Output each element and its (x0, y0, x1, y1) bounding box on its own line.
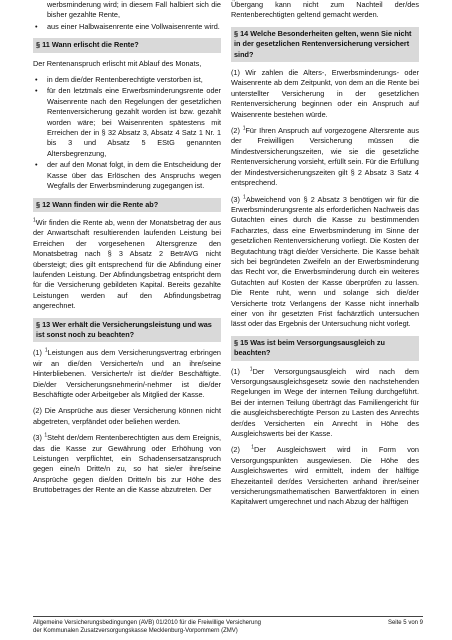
paragraph-text: Der Versorgungsausgleich wird nach dem Versorgungsausgleichsgesetz sowie den nachstehenden Regelungen im Wege der internen Teilung durchgeführt. Bei der internen Teilung überträgt das Familiengericht für die ausgleichsberechtigte Person zu Lasten des Anrechts der/des Versicherten ein Anrecht in Höhe des Ausgleichswerts bei der Kasse. (231, 366, 419, 439)
list-item: werbsminderung wird; in diesem Fall halbiert sich die bisher gezahlte Rente, (47, 0, 221, 20)
paragraph: Übergang kann nicht zum Nachteil der/des Rentenberechtigten geltend gemacht werden. (231, 0, 419, 20)
section-heading-15: § 15 Was ist beim Versorgungsausgleich zu beachten? (231, 336, 419, 361)
paragraph: (1) $^1$Der Versorgungsausgleich wird nach dem Versorgungsausgleichsgesetz sowie den nachstehenden Regelungen im Wege der internen Teilung durchgeführt. Bei der internen Teilung überträgt das Familiengericht für die ausgleichsberechtigte Person zu Lasten des Anrechts der/des Versicherten ein Anrecht in Höhe des Ausgleichswerts bei der Kasse. (231, 366, 419, 439)
paragraph: (2) $^1$Der Ausgleichswert wird in Form von Versorgungspunkten ausgewiesen. Die Höhe des Ausgleichswertes wird ermittelt, indem der hälftige Ehezeitanteil der/des Versicherten anhand ihrer/seiner versicherungsmathematischen Barwertfaktoren in einen Kapitalwert umgerechnet und nach Abzug der hälftigen (231, 445, 419, 507)
section-heading-12: § 12 Wann finden wir die Rente ab? (33, 198, 221, 212)
paragraph: Der Rentenanspruch erlischt mit Ablauf des Monats, (33, 58, 202, 68)
list-item: • aus einer Halbwaisenrente eine Vollwaisenrente wird. (33, 22, 221, 32)
paragraph-text: Für Ihren Anspruch auf vorgezogene Altersrente aus der Freiwilligen Versicherung müssen die Mindestversicherungszeiten, wie sie die gesetzliche Rentenversicherung vorsieht, erfüllt sein. Für die Erfüllung der Mindestversicherungszeiten gilt § 2 Absatz 3 Satz 4 entsprechend. (231, 126, 419, 188)
paragraph-text: Der Ausgleichswert wird in Form von Versorgungspunkten ausgewiesen. Die Höhe des Ausgleichswertes wird ermittelt, indem der hälftige Ehezeitanteil der/des Versicherten anhand ihrer/seiner versicherungsmathematischen Barwertfaktoren in einen Kapitalwert umgerechnet und nach Abzug der hälftigen (231, 445, 419, 507)
paragraph-text: Wir finden die Rente ab, wenn der Monatsbetrag der aus der Anwartschaft resultierenden laufenden Leistung bei Erreichen der vorgesehenen Altersgrenze den Monatsbetrag nach § 3 Absatz 2 BetrAVG nicht übersteigt; dies gilt entsprechend für die Abfindung einer laufenden Leistung. Der Abfindungsbetrag entspricht dem für die Versicherung gebildeten Kapital. Bereits gezahlte Leistungen werden auf den Abfindungsbetrag angerechnet. (33, 217, 221, 311)
paragraph-text: Leistungen aus dem Versicherungsvertrag erbringen wir an die/den Versicherte/n und an ihre/seine Hinterbliebenen. Versicherte/r ist die/der Beschäftigte. Die/der Versicherungsnehmerin/-nehmer ist die/der Beschäftigte oder Arbeitgeber als Mitglied der Kasse. (33, 348, 221, 399)
paragraph: $^1$Wir finden die Rente ab, wenn der Monatsbetrag der aus der Anwartschaft resultierenden laufenden Leistung bei Erreichen der vorgesehenen Altersgrenze den Monatsbetrag nach § 3 Absatz 2 BetrAVG nicht übersteigt; dies gilt entsprechend für die Abfindung einer laufenden Leistung. Der Abfindungsbetrag entspricht dem für die Versicherung gebildeten Kapital. Bereits gezahlte Leistungen werden auf den Abfindungsbetrag angerechnet. (33, 217, 221, 311)
list-item: • für den letztmals eine Erwerbsminderungsrente oder Waisenrente nach den Regelungen der gesetzlichen Rentenversicherung gezahlt worden ist bzw. gezahlt worden wäre; bei Waisenrenten spätestens mit Erreichen der in § 32 Absatz 3, Absatz 4 Satz 1 Nr. 1 bis 3 und Absatz 5 EStG genannten Altersbegrenzung, (33, 86, 221, 159)
section-heading-13: § 13 Wer erhält die Versicherungsleistung und was ist sonst noch zu beachten? (33, 318, 221, 343)
paragraph: (3) $^1$Abweichend von § 2 Absatz 3 benötigen wir für die Erwerbsminderungsrente als erforderlichen Nachweis das Gutachten eines durch die Kasse zu bestimmenden Facharztes, dass eine Erwerbsminderung im Sinne der gesetzlichen Rentenversicherung vorliegt. Die Kosten der Begutachtung trägt die/der Versicherte. Die Kasse behält sich bei begründeten Zweifeln an der Erwerbsminderung das Recht vor, die Erwerbsminderung durch ein weiteres Gutachten auf Kosten der Kasse überprüfen zu lassen. Die Rente ruht, wenn und solange sich die/der Versicherte trotz Verlangens der Kasse nicht innerhalb einer von ihr gesetzten Frist fachärztlich untersuchen lässt oder das Ergebnis der Untersuchung nicht vorlegt. (231, 194, 419, 329)
footer-line-1: Allgemeine Versicherungsbedingungen (AVB) 01/2010 für die Freiwillige Versicherung (33, 620, 262, 626)
paragraph: (3) $^1$Steht der/dem Rentenberechtigten aus dem Ereignis, das die Kasse zur Gewährung oder Erhöhung von Leistungen verpflichtet, ein Schadensersatzanspruch gegen eine/n Dritte/n zu, so hat sie/er ihre/seine Ansprüche gegen die/den Dritte/n bis zur Höhe des Bruttobetrages der Rente an die Kasse abzutreten. Der (33, 432, 221, 495)
paragraph-text: Steht der/dem Rentenberechtigten aus dem Ereignis, das die Kasse zur Gewährung oder Erhöhung von Leistungen verpflichtet, ein Schadensersatzanspruch gegen eine/n Dritte/n zu, so hat sie/er ihre/seine Ansprüche gegen die/den Dritte/n bis zur Höhe des Bruttobetrages der Rente an die Kasse abzutreten. Der (33, 433, 221, 495)
right-column (231, 0, 419, 514)
footer-line-2: der Kommunalen Zusatzversorgungskasse Mecklenburg-Vorpommern (ZMV) (33, 628, 238, 634)
section-heading-11: § 11 Wann erlischt die Rente? (33, 38, 221, 52)
paragraph: (2) $^1$Für Ihren Anspruch auf vorgezogene Altersrente aus der Freiwilligen Versicherung müssen die Mindestversicherungszeiten, wie sie die gesetzliche Rentenversicherung vorsieht, erfüllt sein. Für die Erfüllung der Mindestversicherungszeiten gilt § 2 Absatz 3 Satz 4 entsprechend. (231, 125, 419, 188)
section-11-list (33, 75, 221, 191)
left-column (33, 0, 221, 502)
paragraph: (2) Die Ansprüche aus dieser Versicherung können nicht abgetreten, verpfändet oder beliehen werden. (33, 406, 221, 426)
paragraph: (1) $^1$Leistungen aus dem Versicherungsvertrag erbringen wir an die/den Versicherte/n und an ihre/seine Hinterbliebenen. Versicherte/r ist die/der Beschäftigte. Die/der Versicherungsnehmerin/-nehmer ist die/der Beschäftigte oder Arbeitgeber als Mitglied der Kasse. (33, 347, 221, 399)
list-item: • in dem die/der Rentenberechtigte verstorben ist, (33, 75, 221, 85)
paragraph-text: Abweichend von § 2 Absatz 3 benötigen wir für die Erwerbsminderungsrente als erforderlichen Nachweis das Gutachten eines durch die Kasse zu bestimmenden Facharztes, dass eine Erwerbsminderung im Sinne der gesetzlichen Rentenversicherung vorliegt. Die Kosten der Begutachtung trägt die/der Versicherte. Die Kasse behält sich bei begründeten Zweifeln an der Erwerbsminderung das Recht vor, die Erwerbsminderung durch ein weiteres Gutachten auf Kosten der Kasse überprüfen zu lassen. Die Rente ruht, wenn und solange sich die/der Versicherte trotz Verlangens der Kasse nicht innerhalb einer von ihr gesetzten Frist fachärztlich untersuchen lässt oder das Ergebnis der Untersuchung nicht vorlegt. (231, 194, 419, 329)
page-number: Seite 5 von 9 (387, 620, 423, 626)
section-heading-14: § 14 Welche Besonderheiten gelten, wenn Sie nicht in der gesetzlichen Rentenversicherung versichert sind? (231, 27, 419, 62)
page-footer (33, 616, 423, 635)
paragraph: (1) Wir zahlen die Alters-, Erwerbsminderungs- oder Waisenrente ab dem Zeitpunkt, von dem an die Rente bei unterstellter Versicherung in der gesetzlichen Rentenversicherung beginnen oder ein Anspruch auf Waisenrente bestehen würde. (231, 68, 419, 119)
list-item: • der auf den Monat folgt, in dem die Entscheidung der Kasse über das Erlöschen des Anspruchs wegen Wegfalls der Erwerbsminderung zugegangen ist. (33, 160, 221, 191)
continued-list (33, 0, 221, 32)
